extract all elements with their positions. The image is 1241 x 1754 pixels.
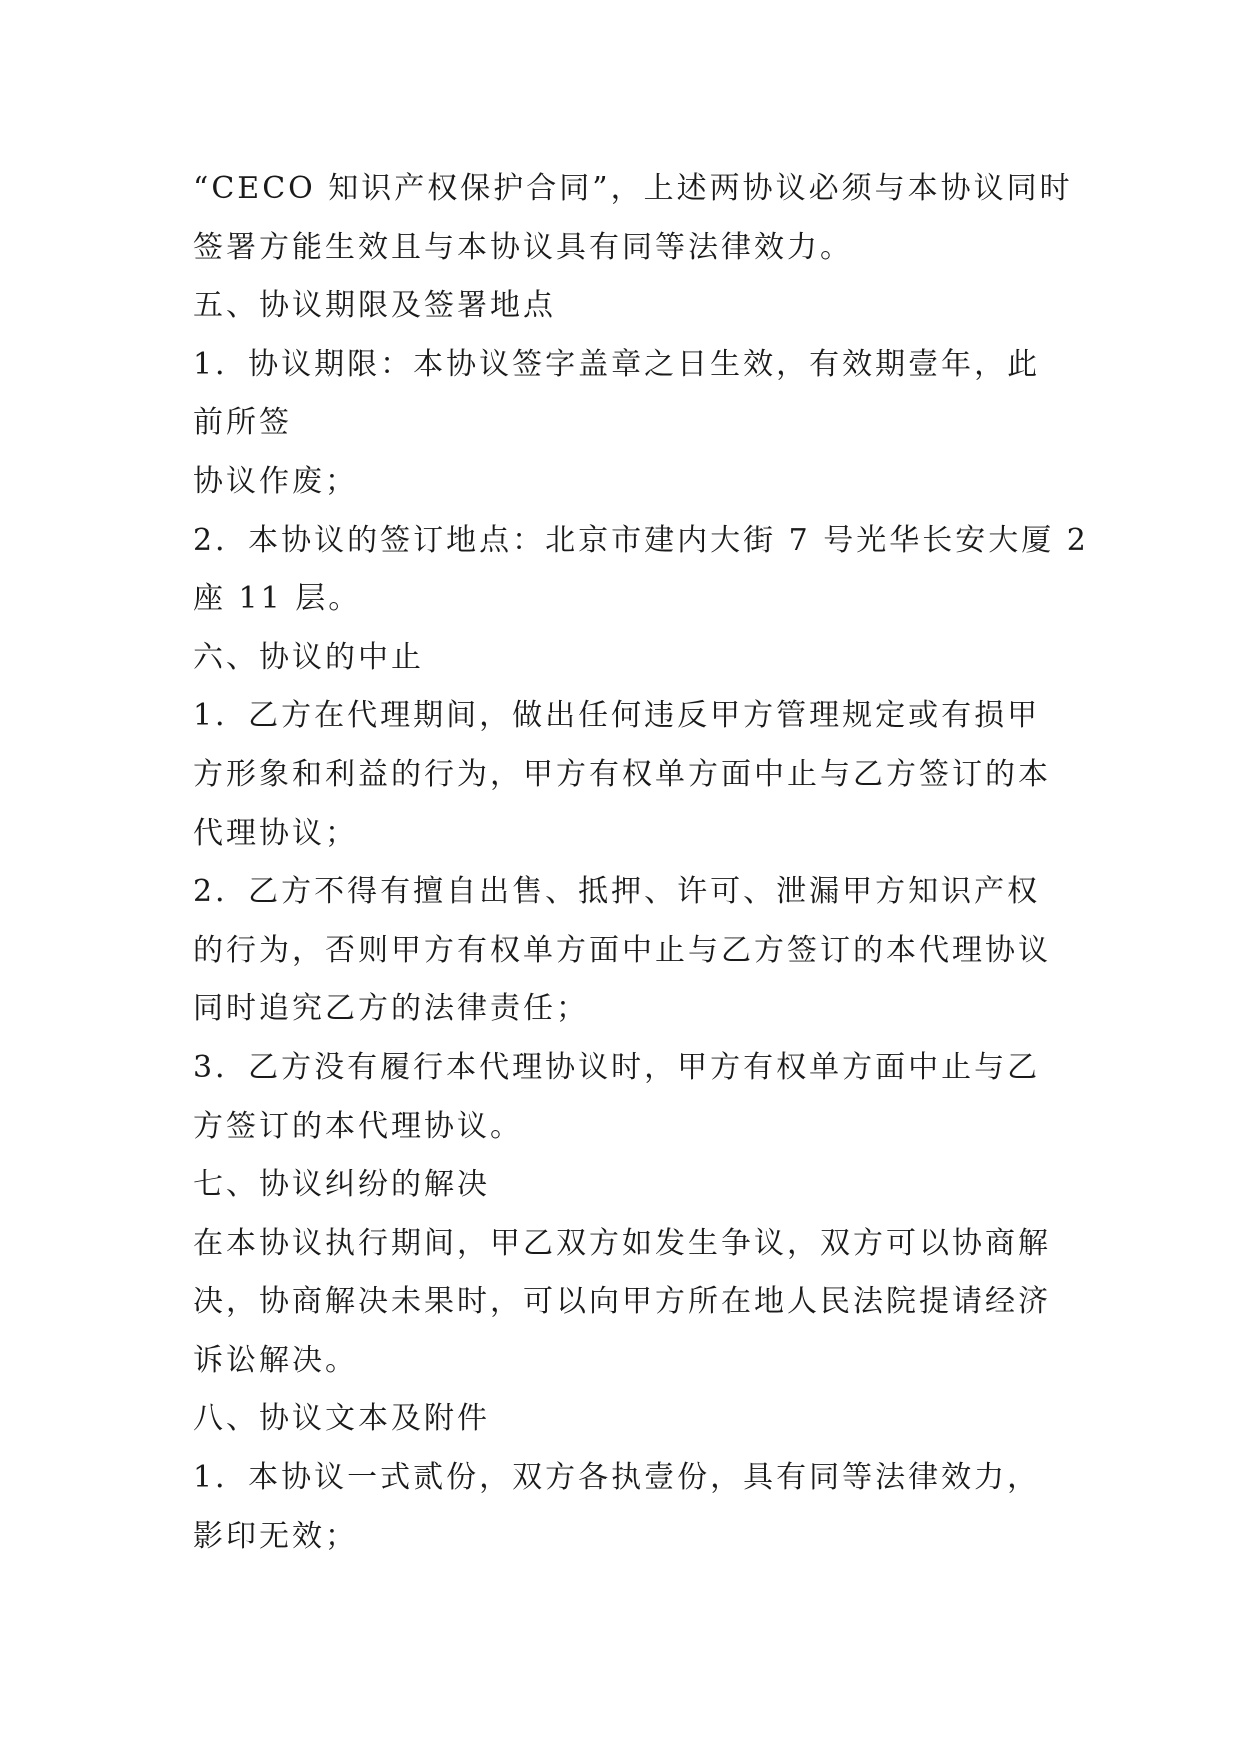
text-line: 的行为，否则甲方有权单方面中止与乙方签订的本代理协议: [193, 932, 1051, 968]
text-line: 方签订的本代理协议。: [193, 1108, 523, 1144]
text-line: 方形象和利益的行为，甲方有权单方面中止与乙方签订的本: [193, 756, 1051, 792]
text-line: “CECO 知识产权保护合同”，上述两协议必须与本协议同时: [193, 171, 1073, 206]
section-heading: 七、协议纠纷的解决: [193, 1167, 490, 1203]
text-line: 在本协议执行期间，甲乙双方如发生争议，双方可以协商解: [193, 1225, 1051, 1261]
text-line: 座 11 层。: [193, 581, 362, 617]
section-heading: 八、协议文本及附件: [193, 1401, 490, 1437]
text-line: 2．本协议的签订地点：北京市建内大街 7 号光华长安大厦 2: [193, 522, 1089, 558]
text-line: 1．本协议一式贰份，双方各执壹份，具有同等法律效力，: [193, 1460, 1041, 1496]
text-line: 诉讼解决。: [193, 1342, 358, 1378]
text-line: 1．协议期限：本协议签字盖章之日生效，有效期壹年，此: [193, 346, 1041, 382]
text-line: 代理协议；: [193, 815, 358, 851]
text-line: 决，协商解决未果时，可以向甲方所在地人民法院提请经济: [193, 1284, 1051, 1320]
text-line: 影印无效；: [193, 1518, 358, 1554]
text-line: 2．乙方不得有擅自出售、抵押、许可、泄漏甲方知识产权: [193, 874, 1041, 910]
text-line: 同时追究乙方的法律责任；: [193, 991, 589, 1027]
text-line: 协议作废；: [193, 463, 358, 499]
text-line: 3．乙方没有履行本代理协议时，甲方有权单方面中止与乙: [193, 1049, 1041, 1085]
section-heading: 六、协议的中止: [193, 639, 424, 675]
text-line: 1．乙方在代理期间，做出任何违反甲方管理规定或有损甲: [193, 698, 1041, 734]
text-line: 签署方能生效且与本协议具有同等法律效力。: [193, 229, 853, 265]
section-heading: 五、协议期限及签署地点: [193, 288, 556, 324]
text-line: 前所签: [193, 405, 292, 441]
document-body: [193, 160, 1089, 1566]
